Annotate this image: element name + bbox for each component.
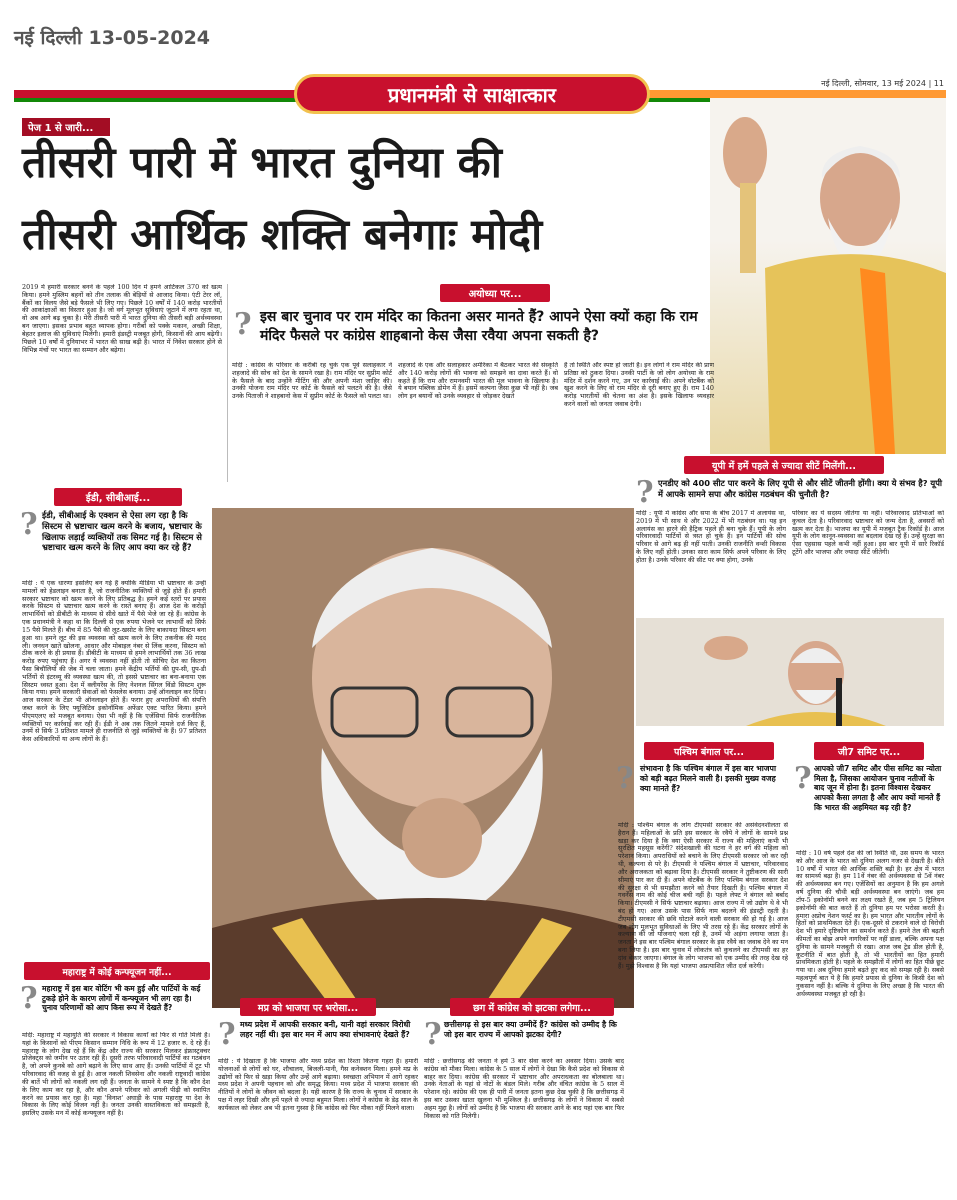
banner-title: प्रधानमंत्री से साक्षात्कार [294, 74, 650, 114]
photo-waving [710, 98, 946, 454]
wb-tag: पश्चिम बंगाल पर... [644, 742, 774, 760]
up-col-2: परिवार का ये सदस्य जीतेगा या नहीं। परिवारवाद प्रतिभाओं को कुचल देता है। परिवारवाद भ्रष्टाचार को जन्म देता है, अवसरों को खत्म कर देता है। भाजपा का यूपी में मजबूत ट्रैक रिकॉर्ड है। आज यूपी के लोग कानून-व्यवस्था का बदलाव देख रहे हैं। उन्हें सुरक्षा का ऐसा एहसास पहले कभी नहीं हुआ। इस बार यूपी में सारे रिकॉर्ड टूटेंगे और भाजपा और ज्यादा सीटें जीतेगी। [792, 510, 944, 557]
banner-date-page: नई दिल्ली, सोमवार, 13 मई 2024 | 11 [821, 79, 944, 88]
up-question: एनडीए को 400 सीट पार करने के लिए यूपी से और सीटें जीतनी होंगी। क्या ये संभव है? यूपी में आपके सामने सपा और कांग्रेस गठबंधन की चुनौती है? [658, 478, 943, 499]
maharashtra-answer: मोदी: महाराष्ट्र में महायुति की सरकार ने विकास कार्यों को फिर से गति मिली है। यहां के किसानों को पीएम किसान सम्मान निधि के रूप में 12 हजार रु. दे रहे हैं। महाराष्ट्र के लोग देख रहे हैं कि केंद्र और राज्य की सरकार मिलकर इंफ्रास्ट्रक्चर प्रोजेक्ट्स को जमीन पर उतार रही हैं। दूसरी तरफ परिवारवादी पार्टियों का गठबंधन है, जो अपने कुनबे को आगे बढ़ाने के लिए साथ आए हैं। उनकी पार्टियों में टूट भी परिवारवाद की वजह से हुई है। आज नकली शिवसेना और नकली राष्ट्रवादी कांग्रेस की बातें भी लोगों को नकली लग रही हैं। जनता के सामने ये स्पष्ट है कि कौन देश के लिए काम कर रहा है, और कौन अपने परिवार को अगली पीढ़ी को स्थापित करने का प्रयास कर रहा है। महा 'विनाश' अघाड़ी के पास महाराष्ट्र या देश के विकास के लिए कोई विजन नहीं है। जनता उनकी वास्तविकता को समझती है, इसलिए उसके मन में कोई कन्फ्यूजन नहीं है। [22, 1032, 210, 1118]
wb-question: संभावना है कि पश्चिम बंगाल में इस बार भाजपा को बड़ी बढ़त मिलने वाली है। इसकी मुख्य वजह क्या मानते हैं? [640, 764, 776, 793]
newspaper-page [14, 70, 946, 1196]
modi-waving-illustration [710, 98, 946, 454]
ed-question: ईडी, सीबीआई के एक्शन से ऐसा लग रहा है कि सिस्टम से भ्रष्टाचार खत्म करने के बजाय, भ्रष्टाचार के खिलाफ लड़ाई व्यक्तियों तक सिमट गई है। सिस्टम से भ्रष्टाचार खत्म करने के लिए आप क्या कर रहे हैं? [42, 510, 202, 553]
headline-line-1: तीसरी पारी में भारत दुनिया की [22, 138, 502, 188]
question-mark-icon: ? [20, 507, 38, 542]
mp-tag: मप्र को भाजपा पर भरोसा... [240, 998, 376, 1016]
ed-answer: मोदी : ये एक धारणा इसलिए बन गई है क्योंकि मीडिया भी भ्रष्टाचार के उन्हीं मामलों को हेडलाइन बनाता है, जो राजनीतिक व्यक्तियों से जुड़े होते हैं। हमारी सरकार भ्रष्टाचार को खत्म करने के लिए प्रतिबद्ध है। हमने कई स्तरों पर प्रयास करके सिस्टम से भ्रष्टाचार खत्म करने के रास्ते बनाए हैं। आज देश के करोड़ों लाभार्थियों को डीबीटी के माध्यम से सीधे खाते में पैसे भेजे जा रहे हैं। कांग्रेस के एक प्रधानमंत्री ने कहा था कि दिल्ली से एक रुपया भेजने पर लाभार्थी को सिर्फ 15 पैसे मिलते हैं। बीच में 85 पैसे की लूट-खसोट के लिए बाकायदा सिस्टम बना हुआ था। हमने लूट की इस व्यवस्था को खत्म करने के लिए तकनीक की मदद ली। जनधन खाते खोलना, आधार और मोबाइल नंबर से लिंक करना, सिस्टम को ठीक करने के ही प्रयास हैं। डीबीटी के माध्यम से हमने लाभार्थियों तक 36 लाख करोड़ रुपए पहुंचाए हैं। अगर ये व्यवस्था नहीं होती तो सोचिए देश का कितना पैसा बिचौलियों की जेब में चला जाता। हमने केंद्रीय भर्तियों की ग्रुप-सी, ग्रुप-डी भर्तियों से इंटरव्यू की व्यवस्था खत्म की, तो इससे भ्रष्टाचार का बना-बनाया एक सिस्टम ध्वस्त हुआ। देश में क्लीयरेंस के लिए नेशनल सिंगल विंडो सिस्टम शुरू किया गया। हमने सरकारी सेवाओं को फेसलेस बनाया। उन्हें ऑनलाइन कर दिया। आज सरकार के टेंडर भी ऑनलाइन होते हैं। फरार हुए अपराधियों की संपत्ति जब्त करने के लिए फ्यूजिटिव इकोनॉमिक अफेंडर एक्ट पारित किया। हमने पीएमएलए को मजबूत बनाया। ऐसा भी नहीं है कि एजेंसियां सिर्फ राजनीतिक व्यक्तियों पर कार्रवाई कर रही हैं। ईडी ने अब तक जितने मामले दर्ज किए हैं, उनमें से सिर्फ 3 प्रतिशत मामले ही राजनीति से जुड़े व्यक्तियों के हैं। 97 प्रतिशत केस अधिकारियों या अन्य लोगों के हैं। [22, 580, 206, 744]
intro-text: 2019 में हमारी सरकार बनने के पहले 100 दिन में हमने आर्टिकल 370 को खत्म किया। हमने मुस्लिम बहनों को तीन तलाक की बेड़ियों से आजाद किया। एंटी टेरर लॉ, बैंकों का विलय जैसे बड़े फैसले भी लिए गए। पिछले 10 वर्षों में 140 करोड़ भारतीयों की आकांक्षाओं का विस्तार हुआ है। जो वर्ग मूलभूत सुविधाएं जुटाने में लगा रहता था, वो अब आगे बढ़ चुका है। मेरी तीसरी पारी में भारत दुनिया की तीसरी बड़ी अर्थव्यवस्था बन जाएगा। इसका प्रभाव बहुत व्यापक होगा। गरीबों को पक्के मकान, अच्छी शिक्षा, बेहतर इलाज की सुविधाएं मिलेंगी। हमारी इंडस्ट्री मजबूत होगी, किसानों की आय बढ़ेगी। पिछले 10 वर्षों में दुनियाभर में भारत की साख बढ़ी है। भारत में निवेश सरकार होने से विभिन्न मंचों पर भारत का सम्मान और बढ़ेगा। [22, 284, 222, 354]
maharashtra-tag: महाराष्ट्र में कोई कन्फ्यूजन नहीं... [24, 962, 210, 980]
wb-answer: मोदी : पश्चिम बंगाल के लोग टीएमसी सरकार की असंवेदनशीलता से हैरान हैं। महिलाओं के प्रति इस सरकार के रवैये ने लोगों के सामने प्रश्न खड़ा कर दिया है कि क्या ऐसी सरकार में राज्य की महिलाएं कभी भी सुरक्षित महसूस करेंगी? संदेशखाली की घटना ने हर वर्ग की महिला को परेशान किया। अपराधियों को बचाने के लिए टीएमसी सरकार जो कर रही थी, कल्पना से परे है। टीएमसी ने पश्चिम बंगाल में भ्रष्टाचार, परिवारवाद और अराजकता को बढ़ावा दिया है। टीएमसी सरकार ने तुष्टीकरण की सारी सीमाएं पार कर दी हैं। अपने वोटबैंक के लिए पश्चिम बंगाल सरकार देश की सुरक्षा से भी समझौता करने को तैयार दिखती है। पश्चिम बंगाल में गवर्नेंस नाम की कोई चीज बची नहीं है। पहले लेफ्ट ने बंगाल को बर्बाद किया। टीएमसी ने सिर्फ भ्रष्टाचार बढ़ाया। आज राज्य में जो उद्योग थे वे भी बंद हो गए। आज उसके पास सिर्फ नाम बदलने की इंडस्ट्री रहती है। टीएमसी सरकार की छवि घोटाले करने वाली सरकार की हो गई है। आज जब लोग मूलभूत सुविधाओं के लिए भी तरस रहे हैं। केंद्र सरकार लोगों के कल्याण की जो योजनाएं चला रही है, उनमें भी अड़ंगा लगाया जाता है। जनता ने इस बार पश्चिम बंगाल सरकार के इस रवैये का जवाब देने का मन बना लिया है। इस बार चुनाव में लोकतंत्र को कुचलने का टीएमसी का हर दांव बेकार जाएगा। बंगाल के लोग भाजपा को एक उम्मीद की तरह देख रहे हैं। मुझे विश्वास है कि यहां भाजपा अप्रत्याशित जीत दर्ज करेगी। [618, 822, 788, 970]
banner-stripe-left [14, 90, 304, 98]
up-col-1: मोदी : यूपी में कांग्रेस और सपा के बीच 2017 में अलायंस था, 2019 में भी साथ थे और 2022 में भी गठबंधन था। यह इन अलायंस का हारने की हैट्रिक पहले ही बना चुके हैं। यूपी के लोग परिवारवादी पार्टियों से त्रस्त हो चुके हैं। इन पार्टियों की सोच परिवार से आगे बढ़ ही नहीं पाती। उनकी राजनीति वन्शी विकास के लिए नहीं होती। उनका सारा काम सिर्फ अपने परिवार के लिए होता है। उनके परिवार की सीट पर क्या होगा, उनके [636, 510, 786, 564]
ayodhya-tag: अयोध्या पर... [440, 284, 550, 302]
cg-tag: छग में कांग्रेस को झटका लगेगा... [450, 998, 614, 1016]
g7-question: आपको जी7 समिट और पीस समिट का न्योता मिला है, जिसका आयोजन चुनाव नतीजों के बाद जून में होना है। इतना विश्वास देखकर आपको कैसा लगता है और आप क्यों मानते हैं कि भारत की अहमियत बढ़ रही है? [814, 764, 942, 812]
dateline: नई दिल्ली 13-05-2024 [14, 27, 211, 49]
mp-answer: मोदी : ये दिखाता है कि भाजपा और मध्य प्रदेश का रिश्ता कितना गहरा है। हमारी योजनाओं से लोगों को घर, शौचालय, बिजली-पानी, गैस कनेक्शन मिला। हमने मप्र के उद्योगों को फिर से खड़ा किया और उन्हें आगे बढ़ाया। स्वच्छता अभियान में आगे रहकर मध्य प्रदेश ने अपनी पहचान को और समृद्ध किया। मध्य प्रदेश में भाजपा सरकार की नीतियों ने लोगों के जीवन को बदला है। यही कारण है कि राज्य के चुनाव में सरकार के पक्ष में लहर दिखी और हमें पहले से ज्यादा बहुमत मिला। लोगों ने कांग्रेस के डेढ़ साल के कार्यकाल को लेकर अब भी इतना गुस्सा है कि कांग्रेस को फिर मौका नहीं मिलने वाला। [218, 1058, 418, 1112]
g7-answer: मोदी : 10 वर्ष पहले देश की जो स्थिति थी, उस समय के भारत को और आज के भारत को दुनिया अलग नजर से देखती है। बीते 10 वर्षों में भारत की आर्थिक शक्ति बढ़ी है। हर क्षेत्र में भारत का सामर्थ्य बढ़ा है। हम 11वें नंबर की अर्थव्यवस्था से 5वें नंबर की अर्थव्यवस्था बन गए। एजेंसियों का अनुमान है कि हम अगले वर्ष दुनिया की चौथी बड़ी अर्थव्यवस्था बन जाएंगे। जब हम टॉप-5 इकोनॉमी बनने का लक्ष्य रखते हैं, जब हम 5 ट्रिलियन इकोनॉमी की बात करते हैं तो दुनिया हम पर भरोसा करती है। हमारा अप्रोच नेशन फर्स्ट का है। हम भारत और भारतीय लोगों के हितों को प्राथमिकता देते हैं। एक-दूसरे से टकराने वाले दो विरोधी देश भी हमारे दृष्टिकोण का समर्थन करते हैं। हमने तेल की बढ़ती कीमतों का बोझ अपने नागरिकों पर नहीं डाला, बल्कि अपना पक्ष दुनिया के सामने मजबूती से रखा। आज जब ट्रेड डील होती है, कूटनीति में बात होती है, तो भी भारतीयों का हित हमारी प्राथमिकता होती है। पहले के समझौतों में लोगों का हित पीछे छूट गया था। अब दुनिया हमारे बढ़ते हुए कद को समझ रही है। सबसे महत्वपूर्ण बात ये है कि हमारे प्रयास से दुनिया के किसी देश को नुकसान नहीं है। बल्कि ये दुनिया के लिए अच्छा है कि भारत की अर्थव्यवस्था मजबूत हो रही है। [796, 850, 944, 998]
ayodhya-col-2: शहजादे के एक और सलाहकार अमेरिका में बैठकर भारत की संस्कृति और 140 करोड़ लोगों की भावना को समझने का दावा करते हैं। वो कहते हैं कि राम और रामनवमी भारत की मूल भावना के खिलाफ है। ये बयान पब्लिक डोमेन में हैं। इसमें कल्पना जैसा कुछ भी नहीं है। जब लोग इन बयानों को उनके व्यवहार से जोड़कर देखते [398, 362, 558, 401]
question-mark-icon: ? [218, 1017, 236, 1052]
ayodhya-col-1: मोदी : कांग्रेस के परिवार के करीबी रह चुके एक पूर्व सलाहकार ने शहजादे की सोच को देश के सामने रखा है। राम मंदिर पर सुप्रीम कोर्ट के फैसले के बाद उन्होंने मीटिंग की और अपनी मंशा जाहिर की। उनकी योजना राम मंदिर पर कोर्ट के फैसले को पलटने की है। जैसे उनके पिताजी ने शाहबानो केस में सुप्रीम कोर्ट के फैसले को पलटा था। [232, 362, 392, 401]
ayodhya-col-3: हैं तो स्थिति और स्पष्ट हो जाती है। इन लोगों ने राम मंदिर की प्राण प्रतिष्ठा को ठुकरा दिया। उनकी पार्टी के जो लोग अयोध्या के राम मंदिर में दर्शन करने गए, उन पर कार्रवाई की। अपने वोटबैंक को खुश करने के लिए वो राम मंदिर से दूरी बनाए हुए हैं। राम 140 करोड़ भारतीयों की चेतना का अंश है। इसके खिलाफ व्यवहार करने वालों को जनता जवाब देगी। [564, 362, 714, 409]
photo-rally [636, 618, 944, 726]
modi-portrait-illustration [212, 508, 634, 1008]
ayodhya-question: इस बार चुनाव पर राम मंदिर का कितना असर मानते हैं? आपने ऐसा क्यों कहा कि राम मंदिर फैसले पर कांग्रेस शाहबानो केस जैसा रवैया अपना सकती है? [260, 309, 698, 344]
question-mark-icon: ? [424, 1017, 442, 1052]
g7-tag: जी7 समिट पर... [814, 742, 924, 760]
cg-question: छत्तीसगढ़ से इस बार क्या उम्मीदें हैं? कांग्रेस को उम्मीद है कि जो इस बार राज्य में आपको झटका देगी? [444, 1020, 617, 1039]
banner-stripe-right [640, 90, 946, 98]
rally-illustration [636, 618, 944, 726]
headline-line-2: तीसरी आर्थिक शक्ति बनेगाः मोदी [22, 210, 543, 260]
maharashtra-question: महाराष्ट्र में इस बार वोटिंग भी कम हुई और पार्टियों के कई टुकड़े होने के कारण लोगों में कन्फ्यूजन भी लग रहा है। चुनाव परिणामों को आप किस रूप में देखते हैं? [42, 984, 201, 1013]
column-divider [227, 284, 228, 482]
up-tag: यूपी में हमें पहले से ज्यादा सीटें मिलेंगी... [684, 456, 884, 474]
question-mark-icon: ? [234, 307, 252, 342]
cg-answer: मोदी : छत्तीसगढ़ की जनता ने हमें 3 बार सेवा करने का अवसर दिया। उसके बाद कांग्रेस को मौका मिला। कांग्रेस के 5 साल में लोगों ने देखा कि कैसे प्रदेश को विकास से बाहर कर दिया। कांग्रेस की सरकार में भ्रष्टाचार और अपराधकता का बोलबाला था। उनके नेताओं के यहां से नोटों के बंडल मिले। गरीब और वंचित कांग्रेस के 5 साल में परेशान रहे। कांग्रेस की एक ही पारी में जनता इतना कुछ देख चुकी है कि छत्तीसगढ़ में इस बार उसका खाता खुलना भी मुश्किल है। छत्तीसगढ़ के लोगों ने विकास में सबसे अहम मुद्दा है। लोगों को उम्मीद है कि भाजपा की सरकार आने के बाद यहां एक बार फिर विकास को गति मिलेगी। [424, 1058, 624, 1120]
question-mark-icon: ? [20, 981, 38, 1016]
question-mark-icon: ? [636, 475, 654, 510]
photo-portrait [212, 508, 634, 1008]
banner-stripe-left-green [14, 98, 304, 102]
question-mark-icon: ? [794, 761, 812, 796]
ed-tag: ईडी, सीबीआई... [54, 488, 182, 506]
question-mark-icon: ? [616, 761, 634, 796]
mp-question: मध्य प्रदेश में आपकी सरकार बनी, यानी वहां सरकार विरोधी लहर नहीं थी। इस बार मन में आप क्या संभावनाएं देखते हैं? [240, 1020, 411, 1039]
continued-tag: पेज 1 से जारी... [22, 118, 110, 136]
